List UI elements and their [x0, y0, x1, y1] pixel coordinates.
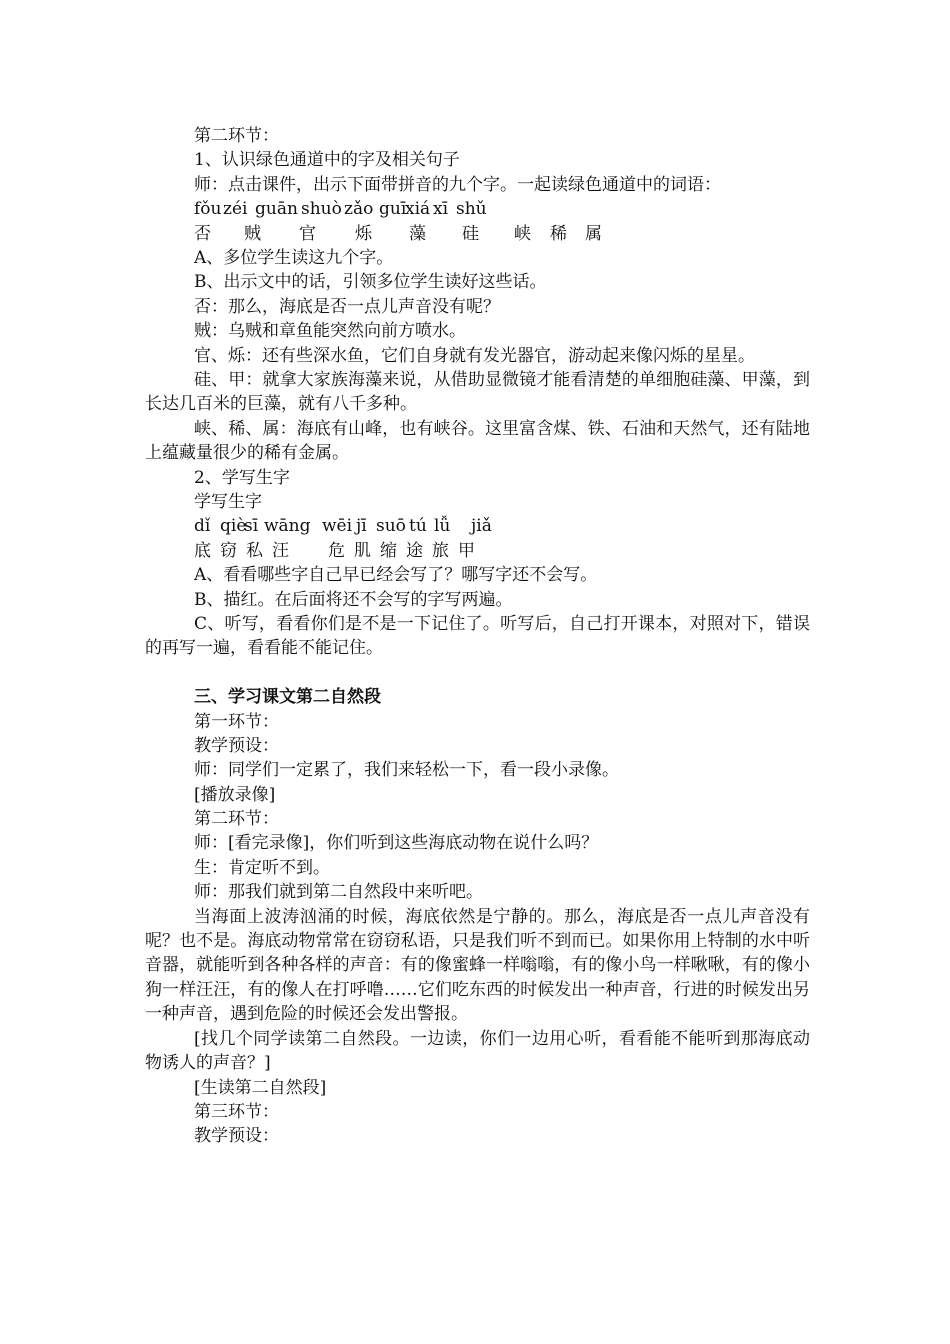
section-label: 第二环节：	[194, 126, 279, 146]
text-line: 第一环节：	[194, 711, 279, 732]
paragraph: 硅、甲：就拿大家族海藻来说，从借助显微镜才能看清楚的单细胞硅藻、甲藻，到长达几百米的巨藻，就有八千多种。	[145, 369, 810, 415]
subsection-title: 1、认识绿色通道中的字及相关句子	[194, 150, 460, 171]
pinyin-row	[145, 197, 810, 221]
text-line: 师：点击课件，出示下面带拼音的九个字。一起读绿色通道中的词语：	[194, 174, 721, 195]
paragraph: 峡、稀、属：海底有山峰，也有峡谷。这里富含煤、铁、石油和天然气，还有陆地上蕴藏量很少的稀有金属。	[145, 418, 810, 464]
character: 贼	[244, 223, 261, 244]
pinyin: sī	[244, 516, 259, 537]
paragraph: [找几个同学读第二自然段。一边读，你们一边用心听，看看能不能听到那海底动物诱人的声音？]	[145, 1028, 810, 1074]
character: 烁	[355, 223, 372, 244]
pinyin: zéi	[223, 199, 248, 220]
text-line: 官、烁：还有些深水鱼，它们自身就有发光器官，游动起来像闪烁的星星。	[194, 345, 755, 366]
quoted-paragraph: 当海面上波涛汹涌的时候，海底依然是宁静的。那么，海底是否一点儿声音没有呢？也不是。海底动物常常在窃窃私语，只是我们听不到而已。如果你用上特制的水中听音器，就能听到各种各样的声音：有的像蜜蜂一样嗡嗡，有的像小鸟一样啾啾，有的像小狗一样汪汪，有的像人在打呼噜……它们吃东西的时候发出一种声音，行进的时候发出另一种声音，遇到危险的时候还会发出警报。	[145, 906, 810, 1025]
character: 底	[194, 540, 211, 561]
text-line: B、描红。在后面将还不会写的字写两遍。	[194, 589, 513, 610]
pinyin: tú	[409, 516, 427, 537]
character: 藻	[409, 223, 426, 244]
character: 肌	[354, 540, 371, 561]
character: 稀	[550, 223, 567, 244]
text-line: A、多位学生读这九个字。	[194, 247, 394, 268]
text-line: 第三环节：	[194, 1101, 279, 1122]
pinyin: xī	[433, 199, 449, 220]
pinyin: guī	[379, 199, 407, 220]
character: 硅	[462, 223, 479, 244]
text-line: [播放录像]	[194, 784, 276, 805]
text-line: 第二环节：	[194, 809, 279, 830]
text-line: 师：那我们就到第二自然段中来听吧。	[194, 882, 483, 903]
pinyin: lǚ	[434, 516, 451, 537]
paragraph: C、听写，看看你们是不是一下记住了。听写后，自己打开课本，对照对下，错误的再写一遍，看看能不能记住。	[145, 613, 810, 659]
text-line: 教学预设：	[194, 1126, 279, 1147]
pinyin: dǐ	[194, 516, 211, 537]
text-line: 生：肯定听不到。	[194, 857, 330, 878]
character-row	[145, 222, 810, 246]
pinyin: suō	[376, 516, 406, 537]
character: 窃	[220, 540, 237, 561]
pinyin: qiè	[220, 516, 247, 537]
pinyin: guān	[255, 199, 298, 220]
character: 否	[194, 223, 211, 244]
pinyin: shuò	[301, 199, 342, 220]
text-line: A、看看哪些字自己早已经会写了？哪写字还不会写。	[194, 565, 598, 586]
pinyin: jī	[356, 516, 367, 537]
pinyin-row	[145, 514, 810, 538]
pinyin: fǒu	[194, 199, 222, 220]
text-line: 学写生字	[194, 491, 262, 512]
pinyin: zǎo	[344, 199, 374, 220]
document-page	[145, 124, 810, 1149]
character: 私	[246, 540, 263, 561]
blank-line	[145, 661, 810, 685]
pinyin: jiǎ	[471, 516, 492, 537]
pinyin: wāng	[264, 516, 311, 537]
pinyin: wēi	[322, 516, 353, 537]
character: 甲	[458, 540, 475, 561]
character: 属	[585, 223, 602, 244]
character: 汪	[272, 540, 289, 561]
text-line: 师：[看完录像]，你们听到这些海底动物在说什么吗？	[194, 833, 599, 854]
pinyin: xiá	[405, 199, 431, 220]
character: 官	[299, 223, 316, 244]
text-line: 贼：乌贼和章鱼能突然向前方喷水。	[194, 321, 466, 342]
character-row	[145, 539, 810, 563]
text-line: 否：那么，海底是否一点儿声音没有呢？	[194, 296, 500, 317]
character: 旅	[432, 540, 449, 561]
character: 危	[328, 540, 345, 561]
text-line: [生读第二自然段]	[194, 1077, 327, 1098]
character: 缩	[380, 540, 397, 561]
text-line: 教学预设：	[194, 735, 279, 756]
section-heading: 三、学习课文第二自然段	[194, 687, 381, 708]
text-line: 师：同学们一定累了，我们来轻松一下，看一段小录像。	[194, 760, 619, 781]
character: 途	[406, 540, 423, 561]
character: 峡	[514, 223, 531, 244]
subsection-title: 2、学写生字	[194, 467, 290, 488]
text-line: B、出示文中的话，引领多位学生读好这些话。	[194, 272, 547, 293]
pinyin: shǔ	[456, 199, 487, 220]
